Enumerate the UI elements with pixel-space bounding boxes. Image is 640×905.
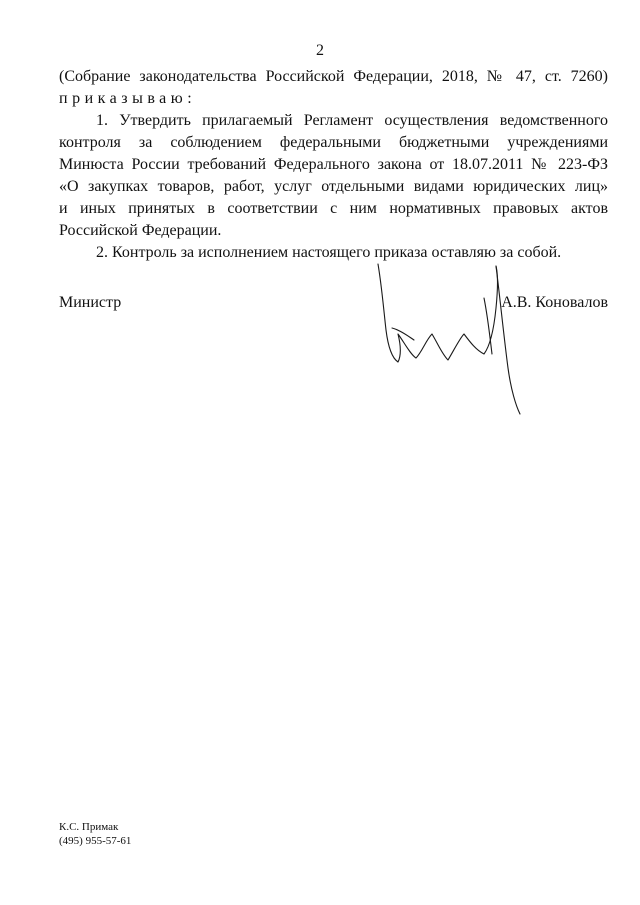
item-1-line: Российской Федерации. [59, 222, 222, 239]
document-body [59, 66, 608, 264]
executor-name: К.С. Примак [59, 821, 119, 833]
item-1-line: «О закупках товаров, работ, услуг отдельными видами юридических лиц» [59, 178, 608, 195]
paragraph-line: (Собрание законодательства Российской Федерации, 2018, № 47, ст. 7260) [59, 68, 608, 85]
signatory-name: А.В. Коновалов [501, 294, 608, 311]
page-number: 2 [316, 42, 324, 59]
executor-footer [59, 820, 131, 848]
signatory-title: Министр [59, 294, 122, 311]
item-1-line: контроля за соблюдением федеральными бюджетными учреждениями [59, 134, 608, 151]
item-1-line: Минюста России требований Федерального закона от 18.07.2011 № 223-ФЗ [59, 156, 608, 173]
item-1-line: 1. Утвердить прилагаемый Регламент осуществления ведомственного [96, 112, 608, 129]
handwritten-signature [370, 258, 540, 418]
item-1-line: и иных принятых в соответствии с ним нормативных правовых актов [59, 200, 608, 217]
executor-phone: (495) 955-57-61 [59, 835, 132, 847]
item-2-line: 2. Контроль за исполнением настоящего приказа оставляю за собой. [96, 244, 562, 261]
order-verb: приказываю: [59, 90, 197, 107]
